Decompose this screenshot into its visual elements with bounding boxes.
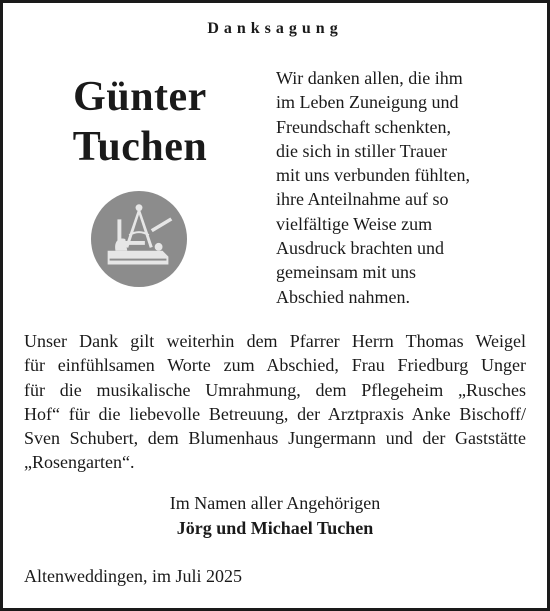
- thanks-line: Freundschaft schenkten,: [276, 116, 451, 137]
- thanks-line: vielfältige Weise zum: [276, 213, 433, 234]
- signature-intro: Im Namen aller Angehörigen: [169, 493, 381, 513]
- thanks-line: im Leben Zuneigung und: [276, 92, 459, 113]
- deceased-first-name: Günter: [73, 74, 207, 120]
- deceased-last-name: Tuchen: [72, 124, 208, 170]
- carpenter-tools-icon: [90, 190, 188, 288]
- thanks-line: mit uns verbunden fühlten,: [276, 165, 470, 186]
- body-line: für die musikalische Umrahmung, dem Pflegeheim „Rusches: [24, 379, 526, 400]
- thanks-paragraph: [276, 66, 526, 309]
- body-line: für einfühlsamen Worte zum Abschied, Frau Friedburg Unger: [24, 355, 526, 376]
- body-line: Unser Dank gilt weiterhin dem Pfarrer Herrn Thomas Weigel: [24, 331, 526, 351]
- notice-heading: Danksagung: [207, 20, 343, 37]
- thanks-line: Ausdruck brachten und: [276, 238, 444, 259]
- acknowledgement-paragraph: [24, 329, 526, 475]
- body-line: „Rosengarten“.: [24, 452, 135, 473]
- thanks-line: Wir danken allen, die ihm: [276, 68, 463, 88]
- place-and-date: Altenweddingen, im Juli 2025: [24, 566, 242, 586]
- thanks-line: ihre Anteilnahme auf so: [276, 189, 449, 210]
- thanks-line: gemeinsam mit uns: [276, 262, 416, 283]
- thanks-line: die sich in stiller Trauer: [276, 140, 447, 161]
- signature-names: Jörg und Michael Tuchen: [176, 518, 374, 538]
- body-line: Hof“ für die liebevolle Betreuung, der Arztpraxis Anke Bischoff/: [24, 403, 526, 424]
- thanks-line: Abschied nahmen.: [276, 286, 410, 307]
- body-line: Sven Schubert, dem Blumenhaus Jungermann und der Gaststätte: [24, 428, 526, 449]
